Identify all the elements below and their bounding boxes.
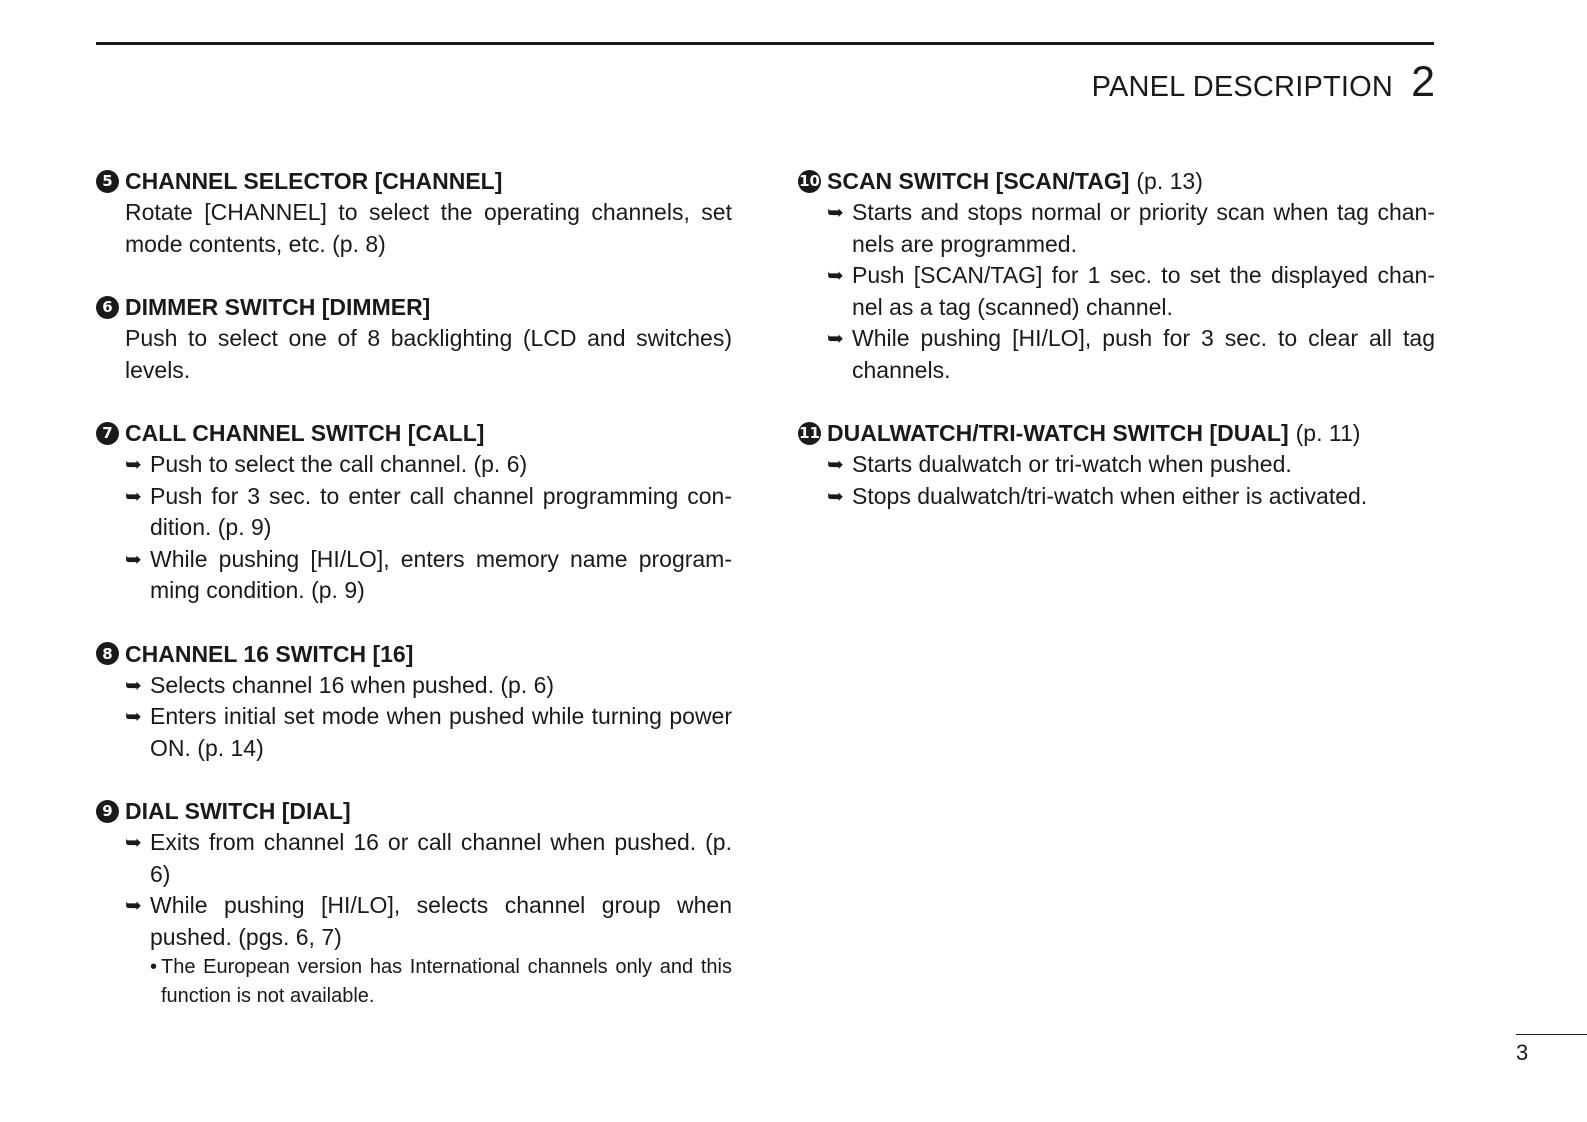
section-channel-selector — [96, 165, 732, 260]
list-item — [125, 701, 732, 764]
number-badge-icon: 9 — [96, 800, 119, 823]
arrow-bullet-icon: ➥ — [827, 326, 844, 350]
section-title: SCAN SWITCH [SCAN/TAG] — [827, 168, 1130, 194]
number-badge-icon: 6 — [96, 296, 119, 319]
section-heading — [96, 638, 732, 670]
item-text: While pushing [HI/LO], enters memory name program-ming condition. (p. 9) — [150, 545, 732, 603]
list-item — [125, 481, 732, 544]
item-text: Exits from channel 16 or call channel when pushed. (p. 6) — [150, 829, 732, 887]
item-text: Starts and stops normal or priority scan when tag chan-nels are programmed. — [852, 199, 1435, 257]
item-text: Push for 3 sec. to enter call channel programming con-dition. (p. 9) — [150, 482, 732, 540]
list-item — [125, 670, 732, 702]
right-column — [798, 165, 1435, 543]
number-badge-icon: 10 — [798, 170, 821, 193]
arrow-bullet-icon: ➥ — [125, 893, 142, 917]
chapter-number: 2 — [1411, 58, 1435, 106]
section-dimmer-switch — [96, 291, 732, 386]
section-title: CALL CHANNEL SWITCH [CALL] — [125, 420, 485, 446]
page-number: 3 — [1516, 1040, 1529, 1065]
list-item — [125, 890, 732, 953]
arrow-bullet-icon: ➥ — [125, 546, 142, 571]
arrow-bullet-icon: ➥ — [827, 263, 844, 287]
section-heading — [96, 291, 732, 323]
list-item — [827, 260, 1435, 323]
arrow-bullet-icon: ➥ — [827, 200, 844, 224]
number-badge-icon: 5 — [96, 170, 119, 193]
page-reference: (p. 13) — [1136, 168, 1203, 194]
arrow-bullet-icon: ➥ — [827, 483, 844, 508]
section-call-channel-switch — [96, 417, 732, 607]
footer-rule — [1516, 1034, 1587, 1035]
section-scan-switch — [798, 165, 1435, 386]
section-dial-switch — [96, 795, 732, 1011]
section-title: DIAL SWITCH [DIAL] — [125, 798, 351, 824]
list-item — [827, 197, 1435, 260]
arrow-bullet-icon: ➥ — [125, 452, 142, 476]
item-text: Stops dualwatch/tri-watch when either is activated. — [852, 482, 1368, 509]
item-text: Selects channel 16 when pushed. (p. 6) — [150, 671, 555, 698]
section-heading — [798, 417, 1435, 449]
number-badge-icon: 7 — [96, 422, 119, 445]
section-channel-16-switch — [96, 638, 732, 765]
section-heading — [96, 165, 732, 197]
page-reference: (p. 11) — [1295, 420, 1361, 446]
section-heading — [96, 417, 732, 449]
bullet-icon: • — [150, 956, 158, 978]
list-item — [125, 544, 732, 607]
number-badge-icon: 11 — [798, 422, 821, 445]
section-body: Push to select one of 8 backlighting (LCD and switches) levels. — [125, 325, 732, 383]
arrow-bullet-icon: ➥ — [125, 704, 142, 728]
section-title: CHANNEL 16 SWITCH [16] — [125, 640, 414, 667]
item-text: Enters initial set mode when pushed while turning power ON. (p. 14) — [150, 703, 732, 761]
list-item — [827, 481, 1435, 513]
item-text: Starts dualwatch or tri-watch when pushed. — [852, 451, 1292, 477]
note-text: The European version has International channels only and this function is not available. — [161, 956, 732, 1007]
item-text: Push to select the call channel. (p. 6) — [150, 451, 528, 477]
section-dualwatch-switch — [798, 417, 1435, 512]
page-header — [1092, 58, 1435, 107]
item-text: While pushing [HI/LO], push for 3 sec. to clear all tag channels. — [852, 325, 1435, 383]
arrow-bullet-icon: ➥ — [125, 672, 142, 697]
top-rule — [96, 42, 1434, 45]
arrow-bullet-icon: ➥ — [125, 483, 142, 508]
left-column — [96, 165, 732, 1042]
note — [150, 953, 732, 1011]
section-title: CHANNEL SELECTOR [CHANNEL] — [125, 168, 503, 194]
section-title: DUALWATCH/TRI-WATCH SWITCH [DUAL] — [827, 420, 1289, 446]
list-item — [827, 449, 1435, 481]
arrow-bullet-icon: ➥ — [827, 452, 844, 476]
list-item — [125, 827, 732, 890]
section-body: Rotate [CHANNEL] to select the operating channels, set mode contents, etc. (p. 8) — [125, 199, 732, 257]
section-heading — [96, 795, 732, 827]
item-text: Push [SCAN/TAG] for 1 sec. to set the displayed chan-nel as a tag (scanned) channel. — [852, 262, 1435, 320]
section-title: DIMMER SWITCH [DIMMER] — [125, 294, 431, 320]
item-text: While pushing [HI/LO], selects channel group when pushed. (pgs. 6, 7) — [150, 892, 732, 950]
list-item — [827, 323, 1435, 386]
list-item — [125, 449, 732, 481]
arrow-bullet-icon: ➥ — [125, 830, 142, 854]
number-badge-icon: 8 — [96, 642, 119, 665]
section-heading — [798, 165, 1435, 197]
header-title: PANEL DESCRIPTION — [1091, 71, 1394, 103]
